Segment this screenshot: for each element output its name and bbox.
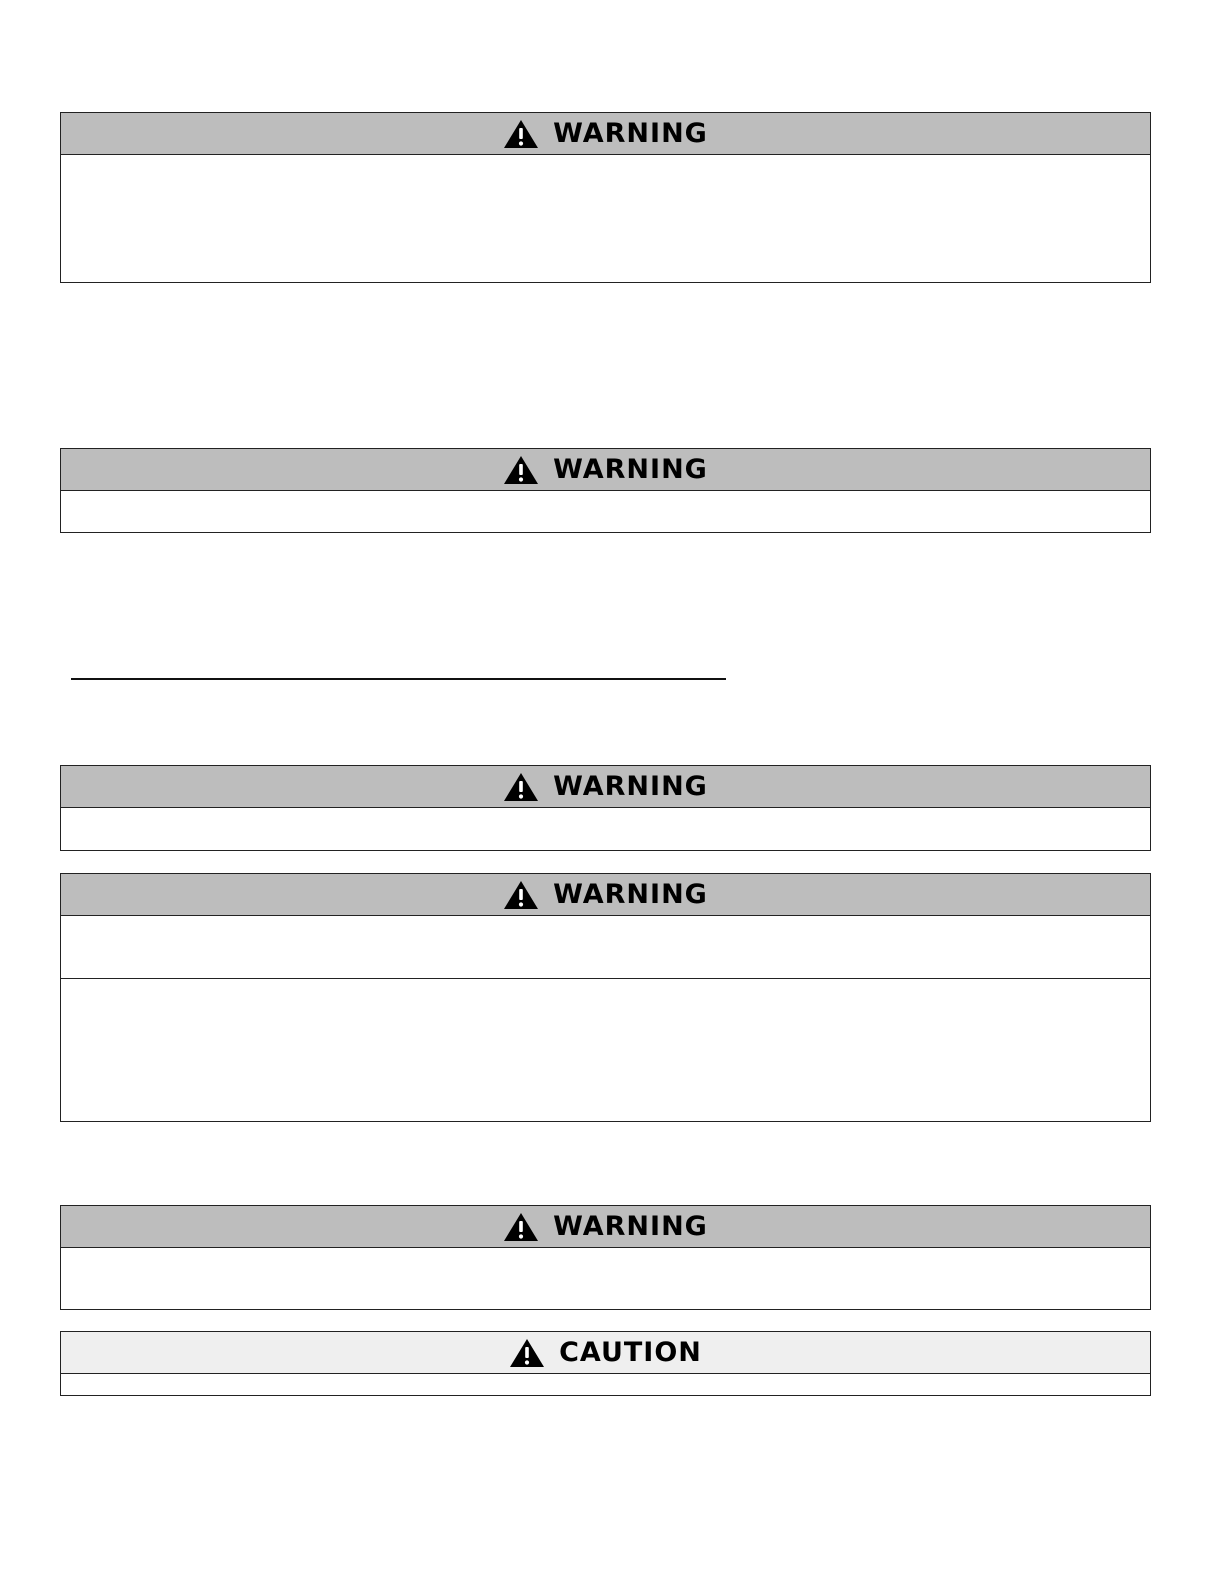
caution-box xyxy=(60,1331,1151,1396)
warning-box-3 xyxy=(60,765,1151,851)
warning-body xyxy=(61,808,1150,850)
warning-triangle-icon xyxy=(503,772,539,802)
warning-title: WARNING xyxy=(553,118,708,149)
warning-title: WARNING xyxy=(553,1211,708,1242)
warning-title: WARNING xyxy=(553,771,708,802)
warning-header xyxy=(61,113,1150,155)
warning-box-4 xyxy=(60,873,1151,1122)
caution-title: CAUTION xyxy=(559,1337,702,1368)
warning-triangle-icon xyxy=(509,1338,545,1368)
warning-title: WARNING xyxy=(553,879,708,910)
warning-header xyxy=(61,449,1150,491)
caution-header xyxy=(61,1332,1150,1374)
warning-triangle-icon xyxy=(503,455,539,485)
warning-title: WARNING xyxy=(553,454,708,485)
warning-triangle-icon xyxy=(503,1212,539,1242)
warning-triangle-icon xyxy=(503,880,539,910)
warning-box-5 xyxy=(60,1205,1151,1310)
section-underline xyxy=(71,678,726,680)
warning-triangle-icon xyxy=(503,119,539,149)
caution-body xyxy=(61,1374,1150,1395)
warning-header xyxy=(61,766,1150,808)
warning-body xyxy=(61,1248,1150,1309)
warning-body xyxy=(61,155,1150,282)
warning-box-2 xyxy=(60,448,1151,533)
warning-body xyxy=(61,491,1150,532)
warning-box-1 xyxy=(60,112,1151,283)
warning-header xyxy=(61,874,1150,916)
warning-body xyxy=(61,916,1150,978)
warning-body-secondary xyxy=(61,978,1150,1121)
warning-header xyxy=(61,1206,1150,1248)
